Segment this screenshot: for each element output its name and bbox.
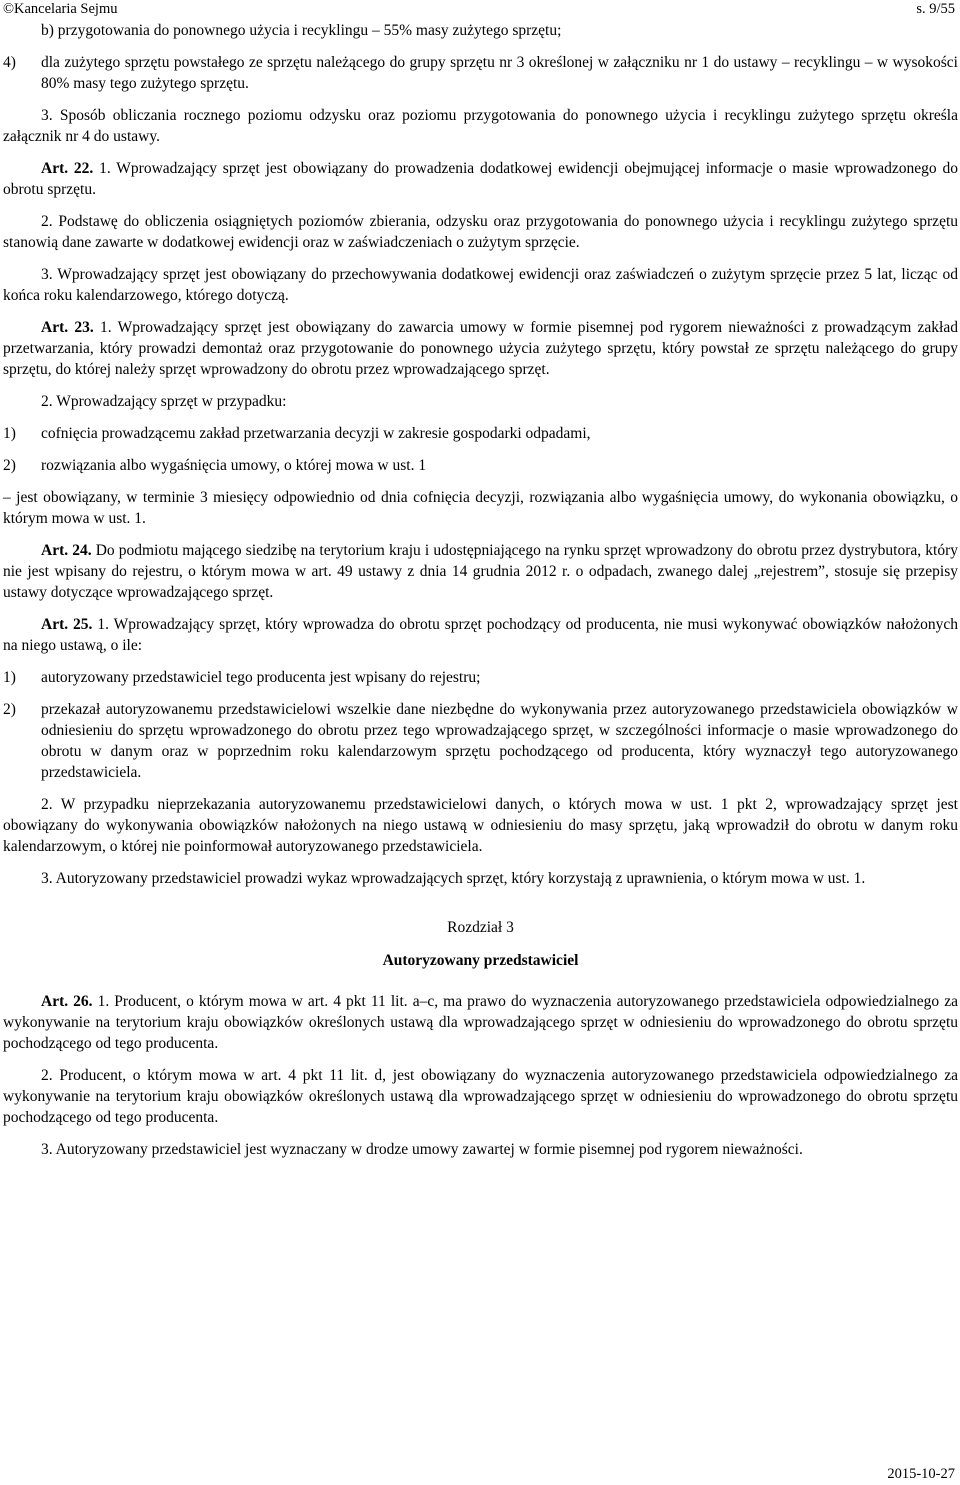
- item-text: dla zużytego sprzętu powstałego ze sprzętu należącego do grupy sprzętu nr 3 określonej w załączniku nr 1 do ustawy – recyklingu – w wysokości 80% masy tego zużytego sprzętu.: [41, 54, 958, 92]
- art-25-p1: [3, 614, 958, 656]
- article-label: Art. 25.: [41, 616, 93, 633]
- item-number: 4): [3, 54, 16, 71]
- article-label: Art. 26.: [41, 993, 93, 1010]
- item-text: przekazał autoryzowanemu przedstawicielowi wszelkie dane niezbędne do wykonywania przez autoryzowanego przedstawiciela obowiązków w odniesieniu do sprzętu wprowadzonego do obrotu przez tego wprowadzającego sprzęt, w szczególności informacje o masie wprowadzonego do obrotu w danym oraz w poprzednim roku kalendarzowym sprzętu pochodzącego od producenta, który wyznaczył tego autoryzowanego przedstawiciela.: [41, 701, 958, 781]
- item-b: b) przygotowania do ponownego użycia i recyklingu – 55% masy zużytego sprzętu;: [41, 22, 562, 39]
- item-text: autoryzowany przedstawiciel tego producenta jest wpisany do rejestru;: [41, 669, 481, 686]
- copyright-text: ©Kancelaria Sejmu: [3, 1, 118, 17]
- art-26-p3: 3. Autoryzowany przedstawiciel jest wyznaczany w drodze umowy zawartej w formie pisemnej pod rygorem nieważności.: [41, 1141, 803, 1158]
- paragraph-3: 3. Sposób obliczania rocznego poziomu odzysku oraz poziomu przygotowania do ponownego użycia i recyklingu zużytego sprzętu określa załącznik nr 4 do ustawy.: [3, 107, 958, 145]
- art-22-p2: 2. Podstawę do obliczenia osiągniętych poziomów zbierania, odzysku oraz przygotowania do ponownego użycia i recyklingu zużytego sprzętu stanowią dane zawarte w dodatkowej ewidencji oraz w zaświadczeniach o zużytym sprzęcie.: [3, 213, 958, 251]
- paragraph-text: 1. Wprowadzający sprzęt jest obowiązany do zawarcia umowy w formie pisemnej pod rygorem nieważności z prowadzącym zakład przetwarzania, który prowadzi demontaż oraz przygotowanie do ponownego użycia zużytego sprzętu, który powstał ze sprzętu należącego do grupy sprzętu, do której należy sprzęt wprowadzony do obrotu przez wprowadzającego sprzęt.: [3, 319, 958, 378]
- item-number: 1): [3, 425, 16, 442]
- art-23-item-2: [3, 455, 958, 476]
- paragraph-text: 1. Wprowadzający sprzęt jest obowiązany do prowadzenia dodatkowej ewidencji obejmującej informacje o masie wprowadzonego do obrotu sprzętu.: [3, 160, 958, 198]
- article-label: Art. 24.: [41, 542, 92, 559]
- chapter-number: Rozdział 3: [447, 919, 514, 936]
- art-25-p3: 3. Autoryzowany przedstawiciel prowadzi wykaz wprowadzających sprzęt, który korzystają z uprawnienia, o którym mowa w ust. 1.: [41, 870, 866, 887]
- art-24: [3, 540, 958, 603]
- paragraph-text: 1. Producent, o którym mowa w art. 4 pkt 11 lit. a–c, ma prawo do wyznaczenia autoryzowanego przedstawiciela odpowiedzialnego za wykonywanie na terytorium kraju obowiązków określonych ustawą dla wprowadzającego sprzęt w odniesieniu do wprowadzonego do obrotu sprzętu pochodzącego od tego producenta.: [3, 993, 958, 1052]
- item-number: 1): [3, 669, 16, 686]
- art-25-p2: 2. W przypadku nieprzekazania autoryzowanemu przedstawicielowi danych, o których mowa w ust. 1 pkt 2, wprowadzający sprzęt jest obowiązany do wykonywania obowiązków nałożonych na niego ustawą w odniesieniu do masy sprzętu, jaką wprowadził do obrotu w danym roku kalendarzowym, o której nie poinformował autoryzowanego przedstawiciela.: [3, 796, 958, 855]
- paragraph-text: 1. Wprowadzający sprzęt, który wprowadza do obrotu sprzęt pochodzący od producenta, nie musi wykonywać obowiązków nałożonych na niego ustawą, o ile:: [3, 616, 958, 654]
- item-number: 2): [3, 457, 16, 474]
- article-label: Art. 22.: [41, 160, 94, 177]
- footer-date: 2015-10-27: [887, 1466, 955, 1482]
- page-header: [3, 0, 955, 20]
- art-23-p2: 2. Wprowadzający sprzęt w przypadku:: [41, 393, 287, 410]
- item-text: cofnięcia prowadzącemu zakład przetwarzania decyzji w zakresie gospodarki odpadami,: [41, 425, 591, 442]
- art-23-p1: [3, 317, 958, 380]
- art-22-p3: 3. Wprowadzający sprzęt jest obowiązany do przechowywania dodatkowej ewidencji oraz zaświadczeń o zużytym sprzęcie przez 5 lat, licząc od końca roku kalendarzowego, którego dotyczą.: [3, 266, 958, 304]
- document-body: [3, 20, 958, 1160]
- paragraph-text: Do podmiotu mającego siedzibę na terytorium kraju i udostępniającego na rynku sprzęt wprowadzony do obrotu przez dystrybutora, który nie jest wpisany do rejestru, o którym mowa w art. 49 ustawy z dnia 14 grudnia 2012 r. o odpadach, zwanego dalej „rejestrem”, stosuje się przepisy ustawy dotyczące wprowadzającego sprzęt.: [3, 542, 958, 601]
- art-22-p1: [3, 158, 958, 200]
- item-number: 2): [3, 701, 16, 718]
- item-text: rozwiązania albo wygaśnięcia umowy, o której mowa w ust. 1: [41, 457, 427, 474]
- art-26-p2: 2. Producent, o którym mowa w art. 4 pkt 11 lit. d, jest obowiązany do wyznaczenia autoryzowanego przedstawiciela odpowiedzialnego za wykonywanie na terytorium kraju obowiązków określonych ustawą dla wprowadzającego sprzęt w odniesieniu do wprowadzonego do obrotu sprzętu pochodzącego od tego producenta.: [3, 1067, 958, 1126]
- art-25-item-1: [3, 667, 958, 688]
- article-label: Art. 23.: [41, 319, 94, 336]
- art-26-p1: [3, 991, 958, 1054]
- item-4: [3, 52, 958, 94]
- page-number: s. 9/55: [916, 1, 955, 17]
- chapter-title: Autoryzowany przedstawiciel: [382, 952, 579, 969]
- art-25-item-2: [3, 699, 958, 783]
- art-23-tail: – jest obowiązany, w terminie 3 miesięcy odpowiednio od dnia cofnięcia decyzji, rozwiązania albo wygaśnięcia umowy, do wykonania obowiązku, o którym mowa w ust. 1.: [3, 489, 958, 527]
- art-23-item-1: [3, 423, 958, 444]
